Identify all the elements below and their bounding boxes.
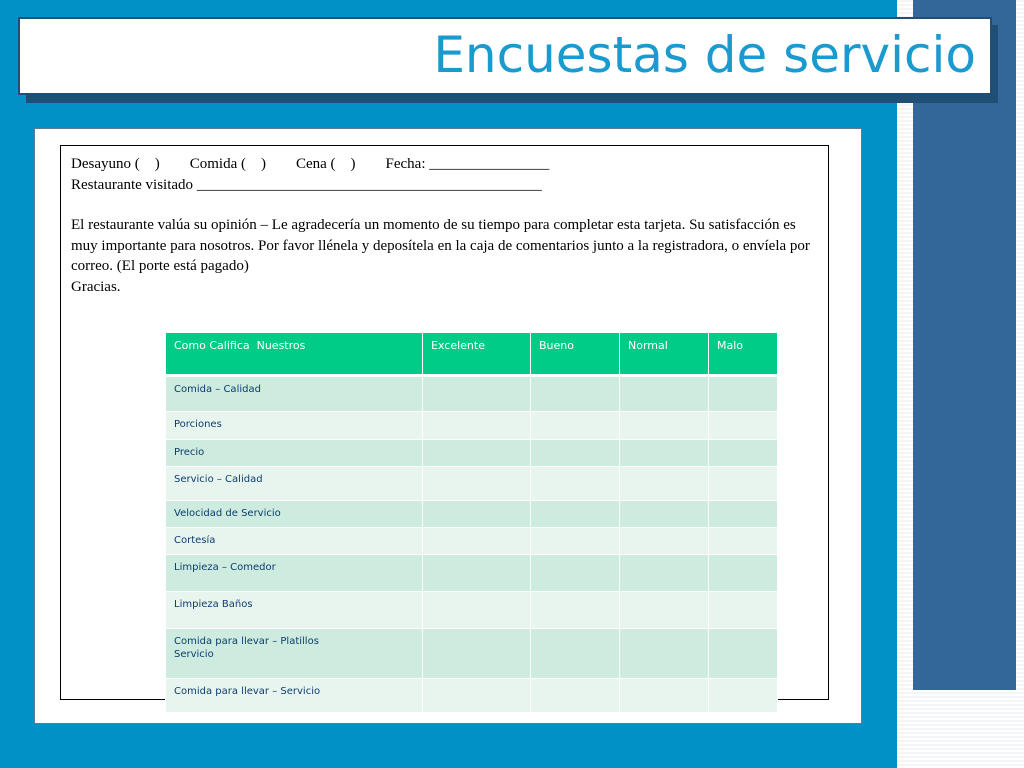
- table-row: [166, 555, 778, 592]
- table-row: [166, 376, 778, 412]
- survey-form-frame: [60, 145, 829, 700]
- header-bueno: Bueno: [531, 333, 620, 376]
- row-label: Comida para llevar – Servicio: [166, 679, 423, 713]
- rating-cell[interactable]: [620, 555, 709, 592]
- meal-date-line: Desayuno ( ) Comida ( ) Cena ( ) Fecha: ________________: [71, 156, 550, 172]
- rating-cell[interactable]: [423, 467, 531, 501]
- rating-cell[interactable]: [531, 440, 620, 467]
- rating-cell[interactable]: [531, 528, 620, 555]
- table-row: [166, 501, 778, 528]
- rating-cell[interactable]: [423, 412, 531, 440]
- rating-cell[interactable]: [709, 440, 778, 467]
- rating-cell[interactable]: [709, 376, 778, 412]
- rating-cell[interactable]: [620, 592, 709, 629]
- rating-cell[interactable]: [531, 555, 620, 592]
- title-box: [18, 17, 992, 95]
- row-label: Servicio – Calidad: [166, 467, 423, 501]
- rating-cell[interactable]: [620, 501, 709, 528]
- row-label: Comida para llevar – Platillos Servicio: [166, 629, 423, 679]
- row-label: Precio: [166, 440, 423, 467]
- rating-cell[interactable]: [531, 629, 620, 679]
- rating-cell[interactable]: [531, 501, 620, 528]
- rating-cell[interactable]: [423, 592, 531, 629]
- header-normal: Normal: [620, 333, 709, 376]
- rating-cell[interactable]: [620, 629, 709, 679]
- row-label: Limpieza – Comedor: [166, 555, 423, 592]
- rating-cell[interactable]: [531, 376, 620, 412]
- rating-cell[interactable]: [620, 412, 709, 440]
- side-bar-decoration: [913, 0, 1016, 690]
- rating-cell[interactable]: [709, 528, 778, 555]
- rating-cell[interactable]: [423, 679, 531, 713]
- rating-cell[interactable]: [620, 467, 709, 501]
- thanks-text: Gracias.: [71, 278, 121, 295]
- rating-cell[interactable]: [709, 467, 778, 501]
- rating-cell[interactable]: [531, 412, 620, 440]
- rating-cell[interactable]: [620, 440, 709, 467]
- table-row: [166, 440, 778, 467]
- slide-title: Encuestas de servicio: [433, 26, 976, 84]
- row-label: Cortesía: [166, 528, 423, 555]
- table-row: [166, 592, 778, 629]
- rating-cell[interactable]: [620, 376, 709, 412]
- rating-cell[interactable]: [709, 555, 778, 592]
- rating-cell[interactable]: [423, 440, 531, 467]
- table-header-row: [166, 333, 778, 376]
- restaurant-line: Restaurante visitado ______________________________________________: [71, 176, 542, 193]
- rating-cell[interactable]: [709, 592, 778, 629]
- row-label: Velocidad de Servicio: [166, 501, 423, 528]
- rating-cell[interactable]: [531, 592, 620, 629]
- rating-cell[interactable]: [709, 629, 778, 679]
- rating-cell[interactable]: [709, 412, 778, 440]
- rating-cell[interactable]: [620, 528, 709, 555]
- row-label: Limpieza Baños: [166, 592, 423, 629]
- content-panel: [34, 128, 862, 724]
- table-row: [166, 629, 778, 679]
- rating-table: [165, 332, 778, 713]
- rating-cell[interactable]: [423, 376, 531, 412]
- rating-cell[interactable]: [709, 501, 778, 528]
- rating-cell[interactable]: [423, 555, 531, 592]
- table-row: [166, 467, 778, 501]
- rating-cell[interactable]: [423, 528, 531, 555]
- table-row: [166, 412, 778, 440]
- rating-cell[interactable]: [531, 467, 620, 501]
- header-category: Como Califica Nuestros: [166, 333, 423, 376]
- rating-cell[interactable]: [531, 679, 620, 713]
- rating-cell[interactable]: [709, 679, 778, 713]
- table-row: [166, 679, 778, 713]
- table-row: [166, 528, 778, 555]
- row-label: Comida – Calidad: [166, 376, 423, 412]
- survey-form-text: [71, 154, 821, 297]
- rating-cell[interactable]: [423, 629, 531, 679]
- intro-paragraph: El restaurante valúa su opinión – Le agradecería un momento de su tiempo para completar esta tarjeta. Su satisfacción es muy importante para nosotros. Por favor llénela y deposítela en la caja de comentarios junto a la registradora, o envíela por correo. (El porte está pagado): [71, 217, 810, 274]
- rating-cell[interactable]: [620, 679, 709, 713]
- header-excelente: Excelente: [423, 333, 531, 376]
- header-malo: Malo: [709, 333, 778, 376]
- row-label: Porciones: [166, 412, 423, 440]
- rating-cell[interactable]: [423, 501, 531, 528]
